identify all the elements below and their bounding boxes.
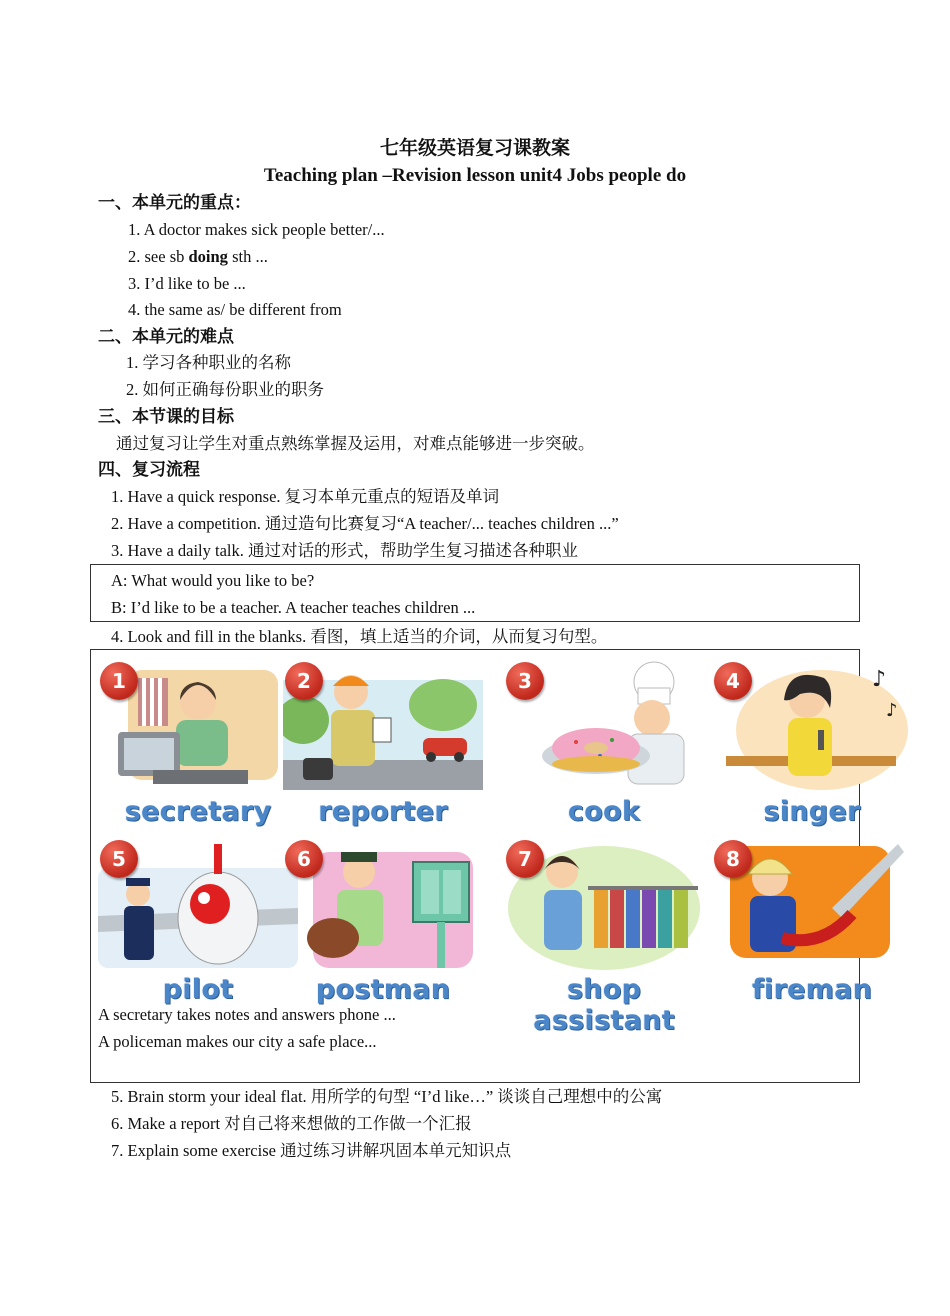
difficulty-item-2: 2. 如何正确每份职业的职务 — [126, 380, 324, 399]
job-card-cook — [504, 660, 704, 830]
key-point-item-3: 3. I’d like to be ... — [128, 274, 246, 293]
document-title-chinese: 七年级英语复习课教案 — [379, 138, 570, 159]
procedure-step-4: 4. Look and fill in the blanks. 看图，填上适当的介词，从而复习句型。 — [111, 627, 608, 646]
job-number-badge: 5 — [100, 840, 138, 878]
dialogue-line-b: B: I’d like to be a teacher. A teacher teaches children ... — [111, 598, 476, 617]
section4-heading: 四、复习流程 — [98, 460, 200, 479]
job-label-fireman: fireman — [751, 974, 873, 1005]
job-label-shop-assistant: shop assistant — [533, 974, 675, 1036]
example-sentence-1: A secretary takes notes and answers phone ... — [98, 1005, 396, 1024]
key-point-item-1: 1. A doctor makes sick people better/... — [128, 220, 385, 239]
job-card-shop-assistant — [504, 838, 704, 1036]
job-label-pilot: pilot — [162, 974, 234, 1005]
job-label-cook: cook — [567, 796, 641, 827]
job-card-fireman — [712, 838, 912, 1008]
svg-text:♪: ♪ — [886, 700, 898, 721]
procedure-step-3: 3. Have a daily talk. 通过对话的形式，帮助学生复习描述各种职业 — [111, 541, 578, 560]
job-number-badge: 1 — [100, 662, 138, 700]
section1-heading: 一、本单元的重点： — [98, 193, 251, 212]
procedure-step-1: 1. Have a quick response. 复习本单元重点的短语及单词 — [111, 487, 500, 506]
job-label-postman: postman — [315, 974, 451, 1005]
key-point-item-2: 2. see sb doing sth ... — [128, 247, 268, 266]
job-number-badge: 4 — [714, 662, 752, 700]
job-card-postman — [283, 838, 483, 1008]
job-label-reporter: reporter — [318, 796, 448, 827]
procedure-step-2: 2. Have a competition. 通过造句比赛复习“A teacher/... teaches children ...” — [111, 514, 619, 533]
section3-heading: 三、本节课的目标 — [98, 407, 234, 426]
procedure-step-6: 6. Make a report 对自己将来想做的工作做一个汇报 — [111, 1114, 472, 1133]
job-number-badge: 2 — [285, 662, 323, 700]
dialogue-line-a: A: What would you like to be? — [111, 571, 315, 590]
svg-text:♪: ♪ — [872, 667, 887, 692]
job-card-reporter — [283, 660, 483, 830]
job-number-badge: 3 — [506, 662, 544, 700]
section2-heading: 二、本单元的难点 — [98, 327, 234, 346]
job-card-pilot — [98, 838, 298, 1008]
document-title-english: Teaching plan –Revision lesson unit4 Jobs people do — [263, 165, 687, 186]
procedure-step-5: 5. Brain storm your ideal flat. 用所学的句型 “I’d like…” 谈谈自己理想中的公寓 — [111, 1087, 663, 1106]
job-label-singer: singer — [763, 796, 861, 827]
job-label-secretary: secretary — [124, 796, 272, 827]
difficulty-item-1: 1. 学习各种职业的名称 — [126, 353, 291, 372]
job-number-badge: 8 — [714, 840, 752, 878]
job-number-badge: 7 — [506, 840, 544, 878]
procedure-step-7: 7. Explain some exercise 通过练习讲解巩固本单元知识点 — [111, 1141, 512, 1160]
key-point-item-4: 4. the same as/ be different from — [128, 300, 342, 319]
example-sentence-2: A policeman makes our city a safe place... — [98, 1032, 377, 1051]
job-number-badge: 6 — [285, 840, 323, 878]
lesson-goal-text: 通过复习让学生对重点熟练掌握及运用，对难点能够进一步突破。 — [116, 434, 595, 453]
job-card-singer — [712, 660, 912, 830]
job-card-secretary — [98, 660, 298, 830]
